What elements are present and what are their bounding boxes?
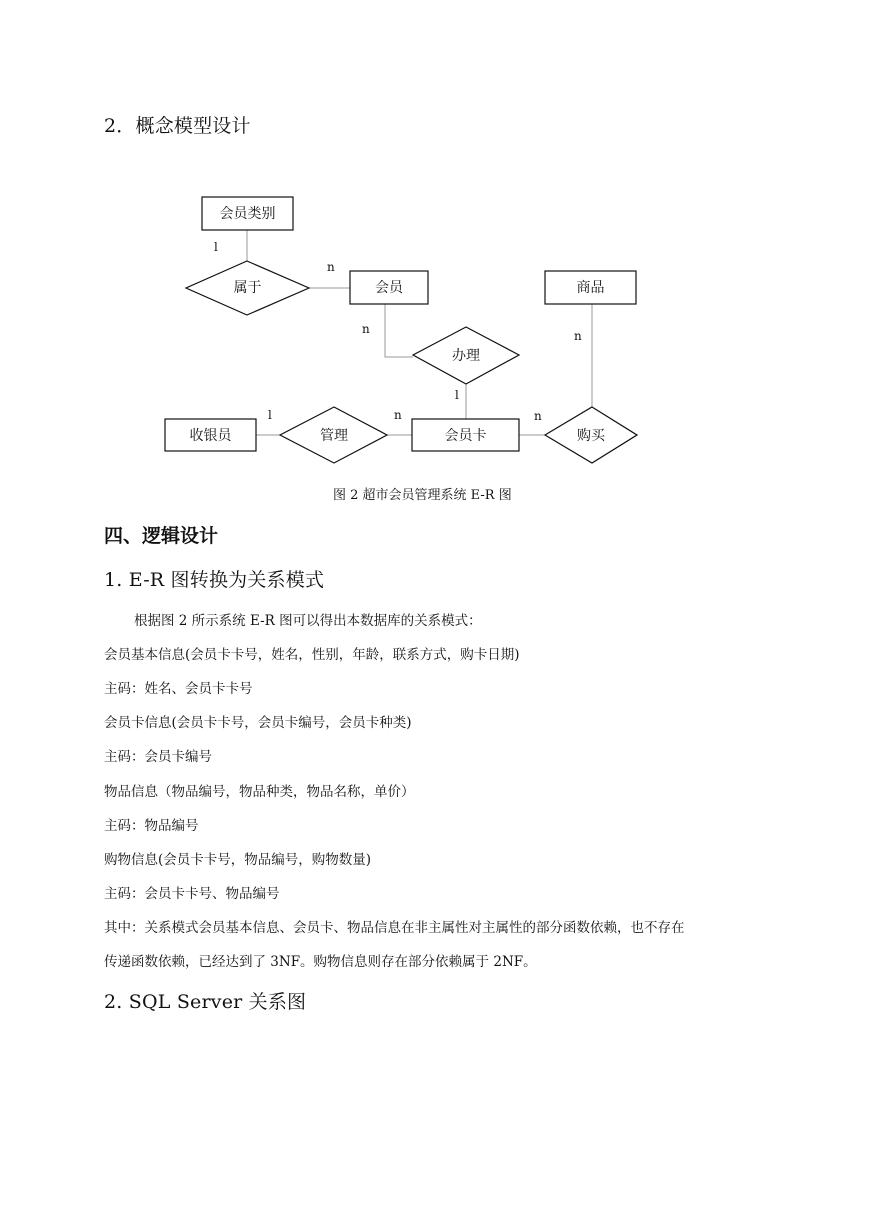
intro-paragraph: 根据图 2 所示系统 E-R 图可以得出本数据库的关系模式： <box>134 613 482 629</box>
line-member-apply <box>385 304 413 357</box>
cardinality-cashier-manage: l <box>268 408 272 422</box>
subsection-heading-er-to-relation: 1. E-R 图转换为关系模式 <box>104 569 325 591</box>
relation-line: 主码：姓名、会员卡卡号 <box>104 681 253 697</box>
relation-line: 主码：会员卡编号 <box>104 749 212 765</box>
relation-line: 购物信息(会员卡卡号，物品编号，购物数量) <box>104 852 372 868</box>
entity-member-card-label: 会员卡 <box>444 428 487 444</box>
cardinality-goods-purchase: n <box>574 329 582 343</box>
er-diagram <box>0 0 869 520</box>
figure-caption: 图 2 超市会员管理系统 E-R 图 <box>333 488 512 503</box>
conclusion-line: 传递函数依赖，已经达到了 3NF。购物信息则存在部分依赖属于 2NF。 <box>104 954 537 970</box>
relation-line: 主码：物品编号 <box>104 818 199 834</box>
cardinality-category-belongs: l <box>214 240 218 254</box>
entity-cashier-label: 收银员 <box>189 428 232 444</box>
cardinality-member-belongs: n <box>327 260 335 274</box>
cardinality-card-purchase: n <box>534 409 542 423</box>
cardinality-member-apply: n <box>362 322 370 336</box>
relationship-belongs-label: 属于 <box>233 280 262 296</box>
entity-member-label: 会员 <box>375 280 403 296</box>
entity-goods-label: 商品 <box>576 280 605 296</box>
relation-line: 会员基本信息(会员卡卡号，姓名，性别，年龄，联系方式，购卡日期) <box>104 647 520 663</box>
connector-lines <box>247 230 592 435</box>
section-heading-logic-design: 四、逻辑设计 <box>104 525 219 547</box>
cardinality-card-apply: l <box>455 388 459 402</box>
relationship-purchase-label: 购买 <box>577 428 605 444</box>
relation-line: 物品信息（物品编号，物品种类，物品名称，单价） <box>104 784 415 800</box>
subsection-heading-sql-server: 2. SQL Server 关系图 <box>104 991 307 1013</box>
entity-member-category-label: 会员类别 <box>219 206 276 222</box>
section-heading-concept-model: 2．概念模型设计 <box>104 115 251 137</box>
conclusion-line: 其中：关系模式会员基本信息、会员卡、物品信息在非主属性对主属性的部分函数依赖，也不存在 <box>104 920 685 936</box>
relationship-manage-label: 管理 <box>320 428 348 444</box>
cardinality-card-manage: n <box>394 408 402 422</box>
relation-line: 会员卡信息(会员卡卡号，会员卡编号，会员卡种类) <box>104 715 412 731</box>
relationship-apply-label: 办理 <box>452 348 480 364</box>
relation-line: 主码：会员卡卡号、物品编号 <box>104 886 280 902</box>
